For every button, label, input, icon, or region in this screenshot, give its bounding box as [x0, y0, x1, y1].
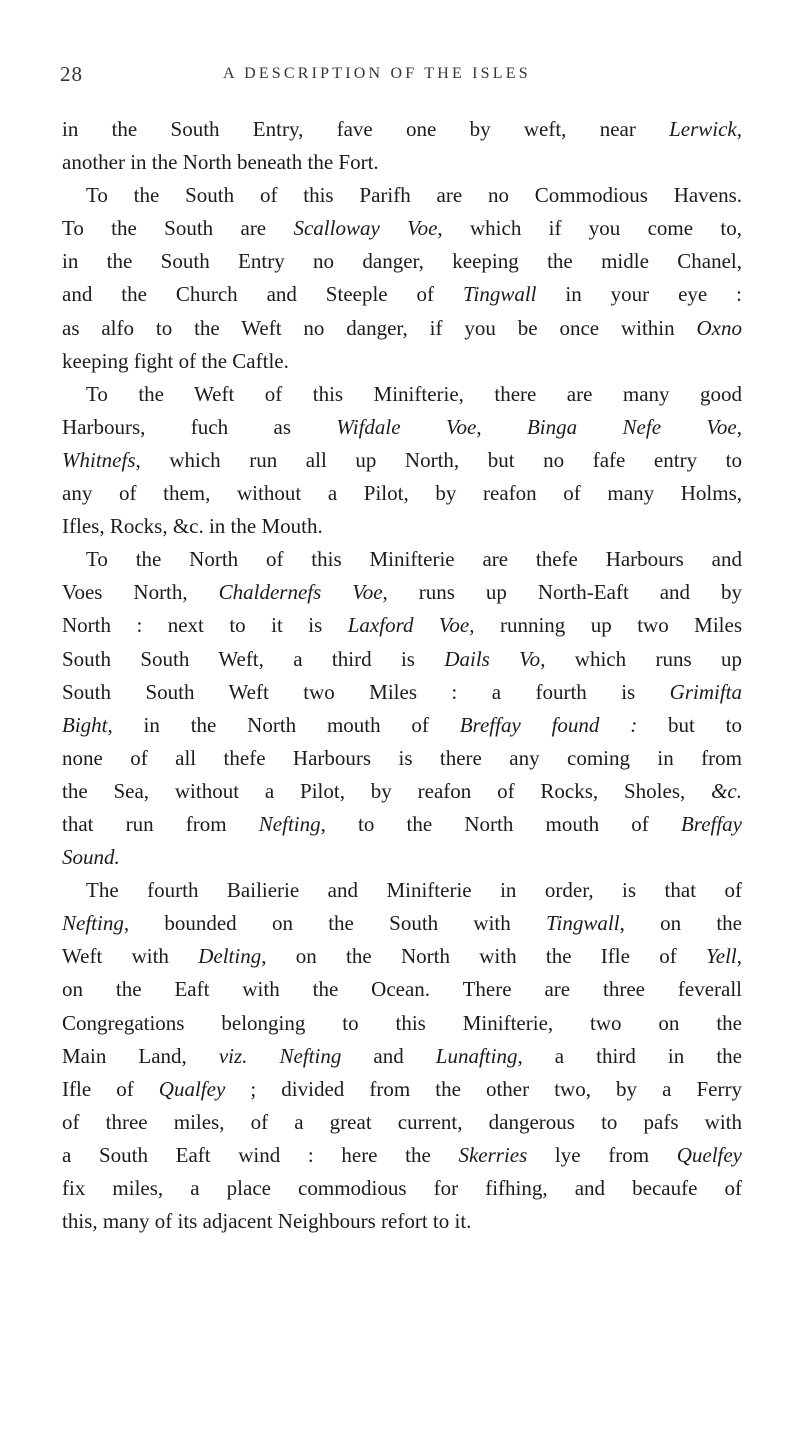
text-segment: in your eye : — [536, 282, 742, 307]
body-text — [62, 113, 742, 1238]
text-segment: Weft with — [62, 944, 199, 969]
text-line — [62, 411, 742, 444]
text-segment: , which runs up — [540, 646, 742, 671]
text-line — [62, 742, 742, 775]
text-line — [62, 940, 742, 973]
italic-text: Laxford Voe — [347, 613, 470, 638]
text-line — [62, 278, 742, 311]
text-segment: fix miles, a place commodious for fifhing, and becaufe of — [62, 1176, 742, 1200]
italic-text: Quelfey — [676, 1142, 742, 1167]
text-segment: , — [476, 414, 527, 439]
text-line — [62, 973, 742, 1006]
text-segment: but to — [637, 712, 743, 737]
text-segment: Harbours, fuch as — [62, 414, 337, 439]
text-segment: North : next to it is — [62, 613, 348, 638]
text-segment: Voes North, — [62, 580, 219, 605]
text-segment: , a third in the — [517, 1043, 742, 1068]
text-segment: and — [341, 1043, 436, 1068]
text-line — [62, 345, 742, 378]
italic-text: Breffay found : — [459, 712, 638, 737]
text-line — [62, 146, 742, 179]
text-segment: , on the — [619, 911, 743, 936]
italic-text: Nefting — [258, 811, 321, 836]
text-line — [62, 808, 742, 841]
text-segment: , which run all up North, but no fafe entry to — [135, 447, 742, 472]
text-segment: To the North of this Minifterie are thefe Harbours and — [86, 547, 742, 572]
italic-text: Lerwick — [669, 117, 737, 141]
text-segment: this, many of its adjacent Neighbours refort to it. — [62, 1209, 472, 1234]
italic-text: Delting — [198, 944, 262, 969]
text-segment: and the Church and Steeple of — [62, 282, 463, 307]
text-segment: another in the North beneath the Fort. — [62, 150, 379, 175]
text-line — [62, 179, 742, 212]
text-line — [62, 676, 742, 709]
italic-text: Oxno — [696, 315, 742, 340]
text-line — [62, 312, 742, 345]
text-line — [62, 643, 742, 676]
italic-text: Bight — [62, 712, 108, 737]
text-segment: Ifle of — [62, 1076, 159, 1101]
text-segment: , to the North mouth of — [320, 811, 681, 836]
italic-text: Sound. — [62, 845, 120, 870]
text-line — [62, 841, 742, 874]
text-segment: , — [736, 414, 742, 439]
text-segment: , — [736, 944, 743, 969]
text-segment: , running up two Miles — [469, 613, 742, 638]
text-segment: that run from — [62, 811, 259, 836]
text-line — [62, 775, 742, 808]
text-segment: South South Weft two Miles : a fourth is — [62, 679, 670, 704]
text-segment: To the South are — [62, 216, 294, 241]
text-segment: keeping fight of the Caftle. — [62, 348, 289, 373]
text-line — [62, 1073, 742, 1106]
text-line — [62, 444, 742, 477]
italic-text: viz. Nefting — [218, 1043, 342, 1068]
text-segment: To the South of this Parifh are no Commodious Havens. — [86, 183, 742, 208]
text-segment: of three miles, of a great current, dangerous to pafs with — [62, 1109, 742, 1134]
italic-text: Tingwall — [462, 282, 537, 307]
text-segment: ; divided from the other two, by a Ferry — [225, 1076, 742, 1101]
text-line — [62, 1139, 742, 1172]
italic-text: Yell — [706, 944, 737, 969]
text-line — [62, 709, 742, 742]
italic-text: Binga Nefe Voe — [526, 414, 737, 439]
text-line — [62, 113, 742, 146]
italic-text: Skerries — [458, 1142, 528, 1167]
italic-text: Dails Vo — [444, 646, 541, 671]
italic-text: Breffay — [680, 811, 742, 836]
text-segment: any of them, without a Pilot, by reafon of many Holms, — [62, 481, 742, 506]
text-segment: , bounded on the South with — [123, 911, 547, 936]
italic-text: Lunafting — [435, 1043, 518, 1068]
italic-text: Scalloway Voe — [293, 216, 438, 241]
text-segment: in the South Entry no danger, keeping the midle Chanel, — [62, 249, 742, 274]
text-line — [62, 1172, 742, 1205]
text-segment: To the Weft of this Minifterie, there are many good — [86, 381, 742, 406]
text-segment: Congregations belonging to this Minifterie, two on the — [62, 1010, 742, 1035]
text-line — [62, 245, 742, 278]
text-line — [62, 1040, 742, 1073]
text-segment: , which if you come to, — [437, 216, 742, 241]
text-segment: Main Land, — [62, 1043, 219, 1068]
text-line — [62, 1106, 742, 1139]
text-line — [62, 543, 742, 576]
text-segment: Ifles, Rocks, &c. in the Mouth. — [62, 514, 323, 539]
italic-text: &c. — [711, 778, 742, 803]
text-line — [62, 576, 742, 609]
running-head: A DESCRIPTION OF THE ISLES — [223, 65, 531, 82]
text-segment: in the South Entry, fave one by weft, near — [62, 117, 670, 141]
text-line — [62, 212, 742, 245]
text-segment: South South Weft, a third is — [62, 646, 445, 671]
page-header — [60, 62, 740, 92]
text-segment: The fourth Bailierie and Minifterie in order, is that of — [86, 878, 742, 903]
text-segment: , on the North with the Ifle of — [261, 944, 707, 969]
text-segment: , — [736, 117, 742, 141]
italic-text: Qualfey — [158, 1076, 226, 1101]
text-segment: , in the North mouth of — [107, 712, 460, 737]
text-line — [62, 874, 742, 907]
text-segment: as alfo to the Weft no danger, if you be once within — [62, 315, 697, 340]
italic-text: Grimifta — [669, 679, 742, 704]
text-segment: , runs up North-Eaft and by — [382, 580, 743, 605]
text-line — [62, 477, 742, 510]
text-line — [62, 1205, 742, 1238]
italic-text: Tingwall — [546, 911, 620, 936]
text-line — [62, 609, 742, 642]
page-number: 28 — [60, 62, 83, 86]
text-segment: none of all thefe Harbours is there any coming in from — [62, 745, 742, 770]
italic-text: Wifdale Voe — [336, 414, 477, 439]
text-line — [62, 510, 742, 543]
italic-text: Nefting — [62, 911, 124, 936]
text-segment: a South Eaft wind : here the — [62, 1142, 459, 1167]
italic-text: Chaldernefs Voe — [218, 580, 383, 605]
text-line — [62, 907, 742, 940]
italic-text: Whitnefs — [62, 447, 136, 472]
text-segment: lye from — [527, 1142, 677, 1167]
text-segment: the Sea, without a Pilot, by reafon of Rocks, Sholes, — [62, 778, 712, 803]
text-line — [62, 1007, 742, 1040]
text-line — [62, 378, 742, 411]
text-segment: on the Eaft with the Ocean. There are three feverall — [62, 977, 742, 1002]
